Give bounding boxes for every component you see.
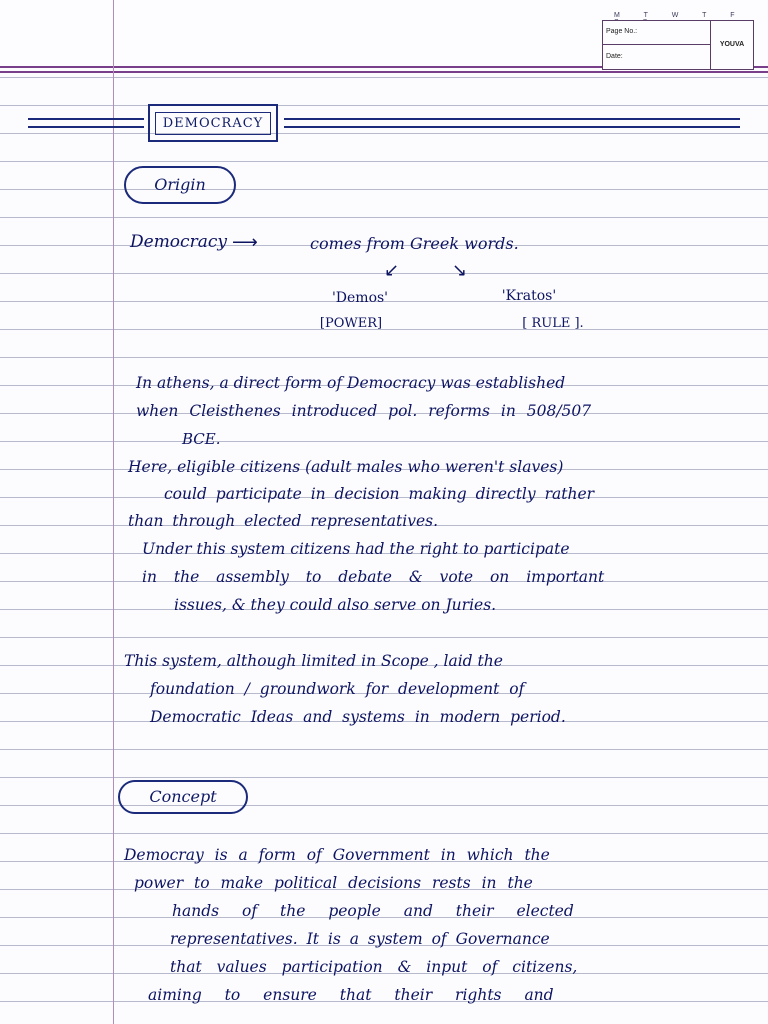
title-box xyxy=(148,104,278,142)
term-demos: 'Demos' xyxy=(331,290,389,306)
title-rule-left-2 xyxy=(28,126,144,128)
para1-line-6: than through elected representatives. xyxy=(128,512,439,530)
margin-line xyxy=(113,0,114,1024)
right-arrow-icon: ⟶ xyxy=(232,232,258,253)
para1-line-7: Under this system citizens had the right to participate xyxy=(142,540,570,558)
page-date-box xyxy=(602,20,754,70)
weekday-strip: M T W T F xyxy=(614,12,746,19)
arrow-down-right-icon: ↘ xyxy=(452,260,468,281)
concept-heading: Concept xyxy=(118,780,248,814)
concept-line-4: representatives. It is a system of Governance xyxy=(170,930,550,948)
concept-line-6: aiming to ensure that their rights and xyxy=(148,986,554,1004)
para1-line-2: when Cleisthenes introduced pol. reforms in 508/507 xyxy=(136,402,592,420)
origin-arrow-text: comes from Greek words. xyxy=(310,234,519,253)
concept-line-3: hands of the people and their elected xyxy=(172,902,574,920)
page-title: DEMOCRACY xyxy=(155,112,271,135)
para1-line-1: In athens, a direct form of Democracy was established xyxy=(136,374,566,392)
arrow-down-left-icon: ↙ xyxy=(384,260,400,281)
para1-line-5: could participate in decision making directly rather xyxy=(164,485,595,503)
header-rule-bottom xyxy=(0,71,768,73)
para1-line-8: in the assembly to debate & vote on important xyxy=(142,568,605,586)
meaning-power: [POWER] xyxy=(319,316,383,331)
para2-line-1: This system, although limited in Scope , laid the xyxy=(124,652,503,670)
term-kratos: 'Kratos' xyxy=(501,288,557,304)
concept-line-5: that values participation & input of citizens, xyxy=(170,958,578,976)
para1-line-4: Here, eligible citizens (adult males who weren't slaves) xyxy=(128,458,564,476)
para1-line-9: issues, & they could also serve on Juries. xyxy=(174,596,497,614)
concept-line-2: power to make political decisions rests in the xyxy=(134,874,533,892)
para2-line-2: foundation / groundwork for development of xyxy=(150,680,525,698)
concept-line-1: Democray is a form of Government in which the xyxy=(124,846,550,864)
para2-line-3: Democratic Ideas and systems in modern period. xyxy=(150,708,566,726)
brand-logo: YOUVA xyxy=(710,21,753,69)
page-no-label: Page No.: xyxy=(603,21,711,45)
para1-line-3: BCE. xyxy=(182,430,221,448)
origin-word: Democracy xyxy=(130,232,227,252)
date-label: Date: xyxy=(606,53,623,60)
origin-heading: Origin xyxy=(124,166,236,204)
title-rule-right-1 xyxy=(284,118,740,120)
title-rule-right-2 xyxy=(284,126,740,128)
meaning-rule: [ RULE ]. xyxy=(522,316,584,331)
title-rule-left-1 xyxy=(28,118,144,120)
